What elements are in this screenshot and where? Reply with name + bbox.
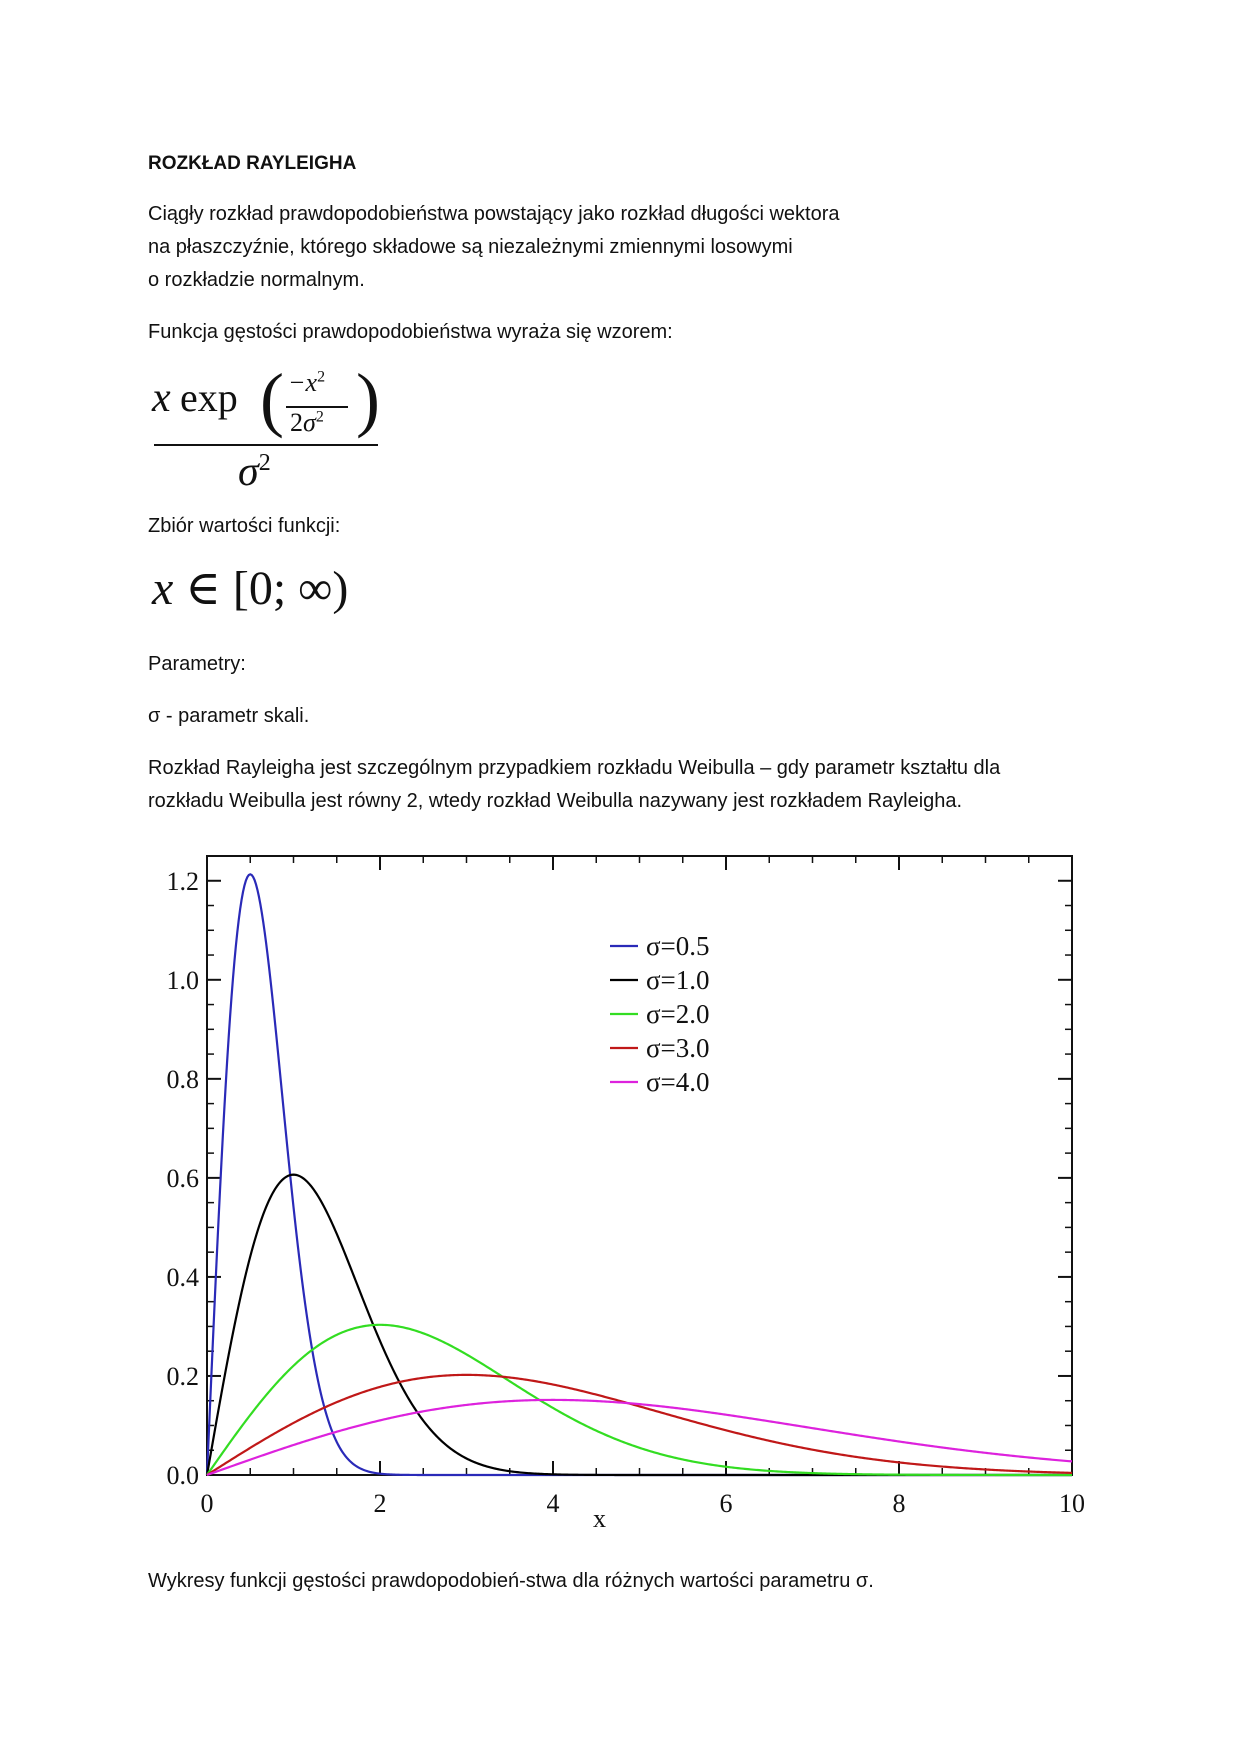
weibull-paragraph <box>148 752 1108 818</box>
formula-paren-left: ( <box>260 359 284 439</box>
density-label: Funkcja gęstości prawdopodobieństwa wyraża się wzorem: <box>148 321 673 343</box>
document-title: ROZKŁAD RAYLEIGHA <box>148 153 357 174</box>
rayleigh-chart <box>140 842 1100 1532</box>
formula-denominator <box>238 448 271 496</box>
legend-label: σ=3.0 <box>646 1033 710 1063</box>
domain-label: Zbiór wartości funkcji: <box>148 515 341 537</box>
legend-label: σ=2.0 <box>646 999 710 1029</box>
domain-interval: ∈ [0; ∞) <box>173 562 349 615</box>
intro-paragraph <box>148 198 948 297</box>
formula-inner-numerator-exp: 2 <box>317 368 326 386</box>
formula-inner-denominator-exp: 2 <box>315 408 324 426</box>
x-tick-label: 10 <box>1059 1489 1085 1518</box>
x-tick-label: 8 <box>892 1489 906 1518</box>
x-tick-label: 0 <box>200 1489 214 1518</box>
x-tick-label: 4 <box>546 1489 560 1518</box>
formula-denominator-exp: 2 <box>258 450 271 476</box>
y-tick-label: 0.8 <box>166 1064 199 1094</box>
formula-fraction-bar <box>154 444 378 446</box>
x-tick-label: 2 <box>373 1489 387 1518</box>
formula-exp: exp <box>180 375 238 420</box>
domain-formula <box>152 560 348 616</box>
series-line-sigma-1 <box>207 1175 1072 1475</box>
legend-label: σ=4.0 <box>646 1067 710 1097</box>
chart-svg <box>140 842 1100 1532</box>
legend-label: σ=1.0 <box>646 965 710 995</box>
x-tick-label: 6 <box>719 1489 733 1518</box>
chart-caption: Wykresy funkcji gęstości prawdopodobień-stwa dla różnych wartości parametru σ. <box>148 1570 874 1592</box>
legend-label: σ=0.5 <box>646 931 710 961</box>
formula-denominator-sigma: σ <box>238 449 259 495</box>
intro-line: Ciągły rozkład prawdopodobieństwa powstający jako rozkład długości wektora <box>148 203 840 225</box>
formula-inner-denominator <box>290 408 324 438</box>
y-tick-label: 0.0 <box>166 1461 199 1490</box>
series-line-sigma-3 <box>207 1375 1072 1475</box>
density-formula <box>150 359 390 495</box>
y-tick-label: 0.6 <box>166 1163 199 1193</box>
formula-x: x <box>152 375 171 421</box>
formula-inner-numerator-base: −x <box>288 368 318 397</box>
domain-var: x <box>152 562 174 615</box>
formula-inner-numerator <box>288 368 325 398</box>
series-line-sigma-4 <box>207 1400 1072 1475</box>
plot-frame <box>207 856 1072 1475</box>
series-line-sigma-0-5 <box>207 874 1072 1475</box>
formula-paren-right: ) <box>356 359 380 439</box>
y-tick-label: 1.2 <box>166 866 199 896</box>
params-label: Parametry: <box>148 653 246 675</box>
weibull-line: Rozkład Rayleigha jest szczególnym przypadkiem rozkładu Weibulla – gdy parametr kształtu dla <box>148 757 1001 779</box>
intro-line: o rozkładzie normalnym. <box>148 269 365 291</box>
intro-line: na płaszczyźnie, którego składowe są niezależnymi zmiennymi losowymi <box>148 236 793 258</box>
y-tick-label: 1.0 <box>166 965 199 995</box>
weibull-line: rozkładu Weibulla jest równy 2, wtedy rozkład Weibulla nazywany jest rozkładem Rayleigha. <box>148 790 963 812</box>
param-sigma: σ - parametr skali. <box>148 705 310 727</box>
series-line-sigma-2 <box>207 1325 1072 1475</box>
x-axis-label: x <box>593 1504 606 1532</box>
y-tick-label: 0.2 <box>166 1361 199 1391</box>
formula-inner-denominator-coef: 2 <box>290 408 303 437</box>
formula-inner-denominator-sigma: σ <box>303 408 316 437</box>
y-tick-label: 0.4 <box>166 1262 199 1292</box>
